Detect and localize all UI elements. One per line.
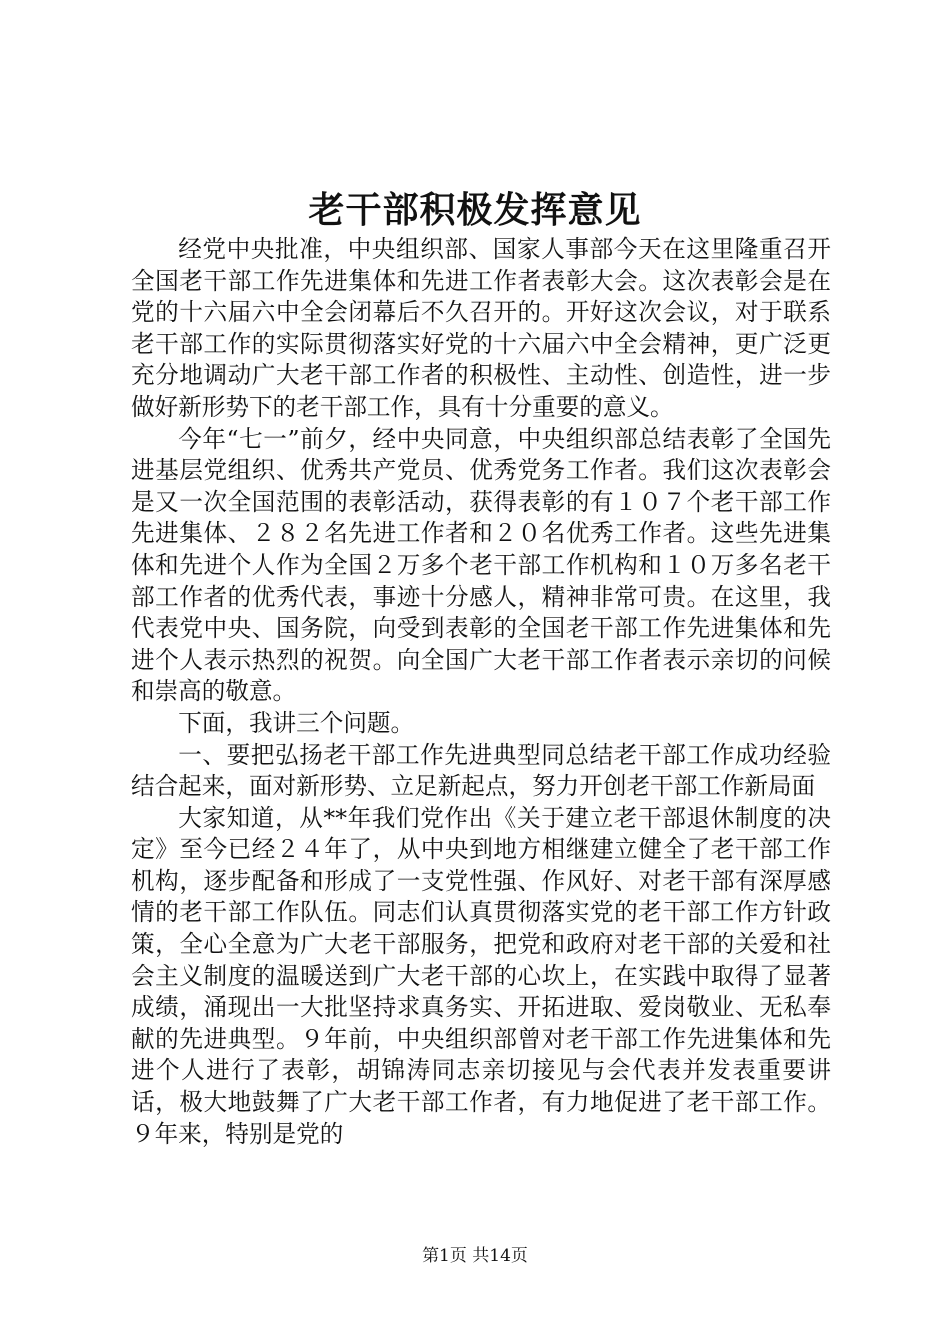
paragraph: 经党中央批准，中央组织部、国家人事部今天在这里隆重召开全国老干部工作先进集体和先进工作者表彰大会。这次表彰会是在党的十六届六中全会闭幕后不久召开的。开好这次会议，对于联系老干部工作的实际贯彻落实好党的十六届六中全会精神，更广泛更充分地调动广大老干部工作者的积极性、主动性、创造性，进一步做好新形势下的老干部工作，具有十分重要的意义。 (131, 235, 831, 421)
section-heading: 一、要把弘扬老干部工作先进典型同总结老干部工作成功经验结合起来，面对新形势、立足新起点，努力开创老干部工作新局面 (131, 740, 831, 801)
paragraph: 今年“七一”前夕，经中央同意，中央组织部总结表彰了全国先进基层党组织、优秀共产党员、优秀党务工作者。我们这次表彰会是又一次全国范围的表彰活动，获得表彰的有１０７个老干部工作先进集体、２８２名先进工作者和２０名优秀工作者。这些先进集体和先进个人作为全国２万多个老干部工作机构和１０万多名老干部工作者的优秀代表，事迹十分感人，精神非常可贵。在这里，我代表党中央、国务院，向受到表彰的全国老干部工作先进集体和先进个人表示热烈的祝贺。向全国广大老干部工作者表示亲切的问候和崇高的敬意。 (131, 424, 831, 706)
document-title: 老干部积极发挥意见 (308, 189, 642, 231)
paragraph: 下面，我讲三个问题。 (178, 708, 415, 737)
page-footer: 第1页 共14页 (422, 1246, 528, 1266)
paragraph: 大家知道，从**年我们党作出《关于建立老干部退休制度的决定》至今已经２４年了，从中央到地方相继建立健全了老干部工作机构，逐步配备和形成了一支党性强、作风好、对老干部有深厚感情的老干部工作队伍。同志们认真贯彻落实党的老干部工作方针政策，全心全意为广大老干部服务，把党和政府对老干部的关爱和社会主义制度的温暖送到广大老干部的心坎上，在实践中取得了显著成绩，涌现出一大批坚持求真务实、开拓进取、爱岗敬业、无私奉献的先进典型。９年前，中央组织部曾对老干部工作先进集体和先进个人进行了表彰，胡锦涛同志亲切接见与会代表并发表重要讲话，极大地鼓舞了广大老干部工作者，有力地促进了老干部工作。９年来，特别是党的 (131, 803, 831, 1148)
document-body (131, 234, 831, 1150)
